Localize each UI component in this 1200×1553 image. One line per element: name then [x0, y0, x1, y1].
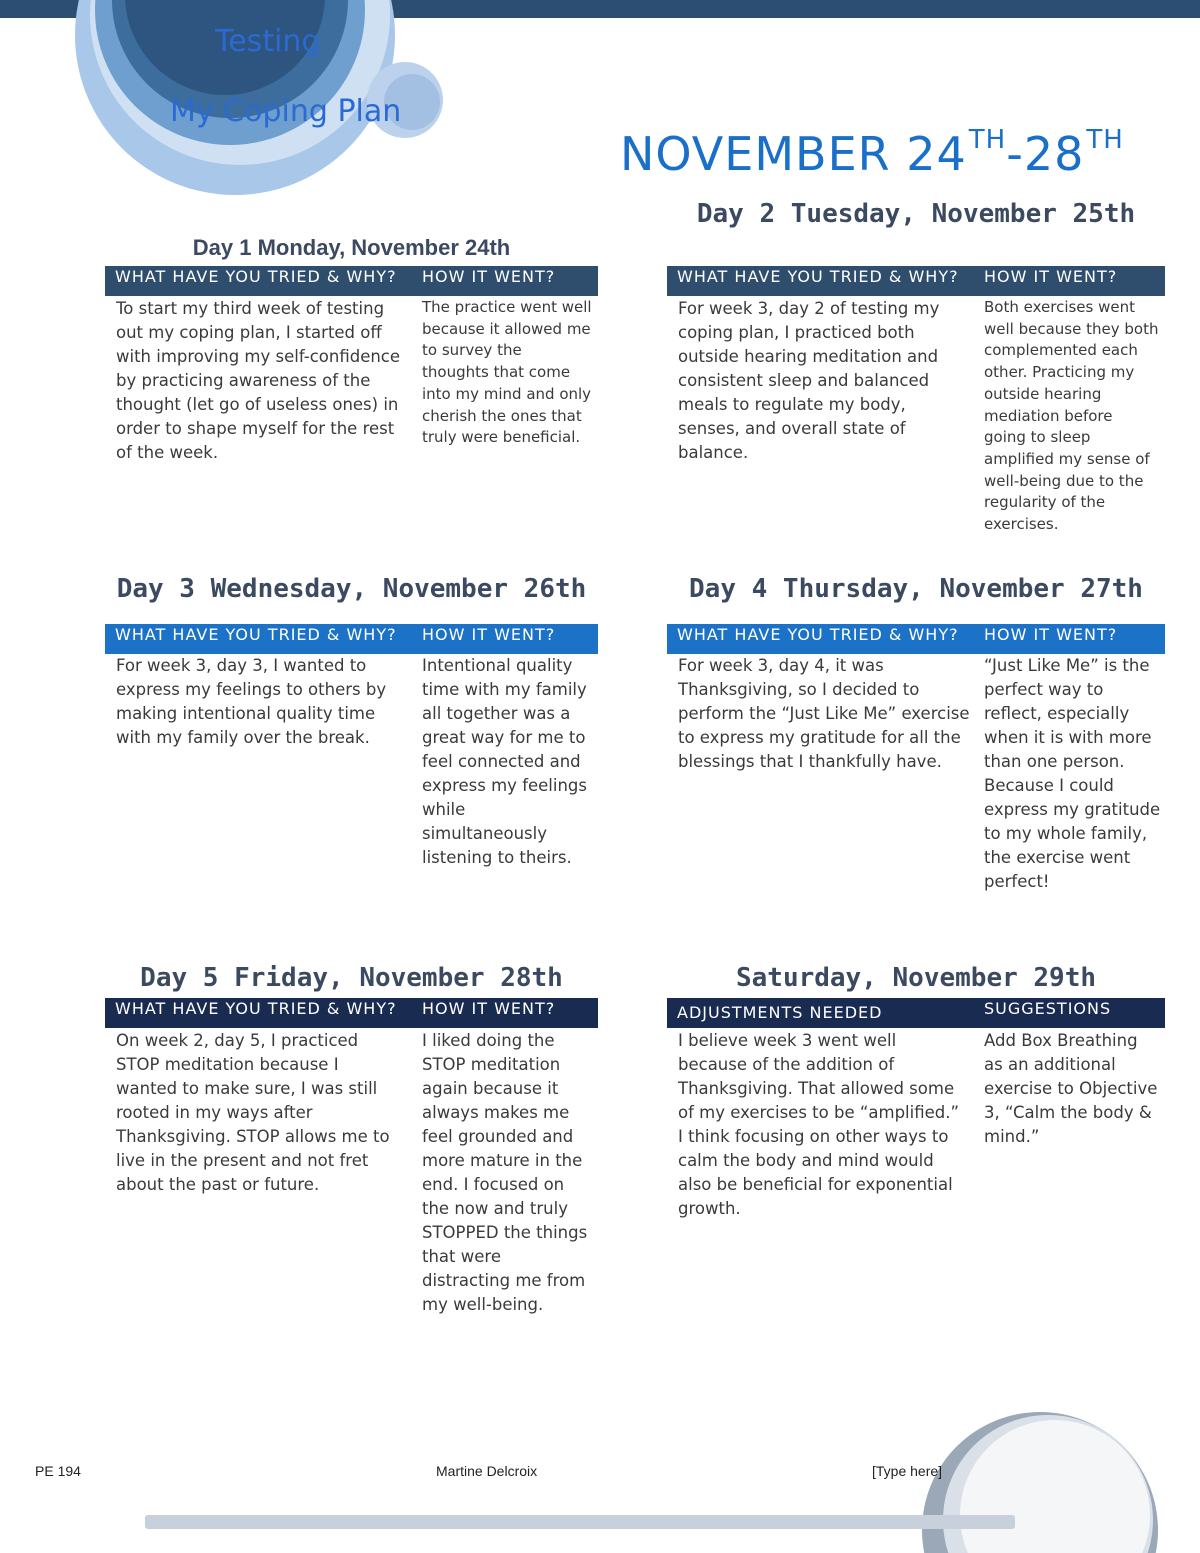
day3-went-text: Intentional quality time with my family all together was a great way for me to feel connected and express my feelings while simultaneously listening to theirs.: [422, 656, 587, 867]
day3-label-tried: WHAT HAVE YOU TRIED & WHY?: [115, 625, 397, 644]
day5-tried-text: On week 2, day 5, I practiced STOP meditation because I wanted to make sure, I was still rooted in my ways after Thanksgiving. STOP allows me to live in the present and not fret about the past or future.: [116, 1031, 390, 1194]
day5-title: Day 5 Friday, November 28th: [140, 963, 563, 993]
day2-went-text: Both exercises went well because they both complemented each other. Practicing my outside hearing mediation before going to sleep amplified my sense of well-being due to the regularity of the exercises.: [984, 298, 1159, 534]
day4-label-tried: WHAT HAVE YOU TRIED & WHY?: [677, 625, 959, 644]
day2-tried-text: For week 3, day 2 of testing my coping plan, I practiced both outside hearing meditation and consistent sleep and balanced meals to regulate my body, senses, and overall state of balance.: [678, 299, 940, 462]
saturday-label-adjustments: ADJUSTMENTS NEEDED: [677, 1003, 883, 1022]
day4-tried-text: For week 3, day 4, it was Thanksgiving, so I decided to perform the “Just Like Me” exercise to express my gratitude for all the blessings that I thankfully have.: [678, 656, 970, 771]
day5-header-band: [105, 998, 598, 1028]
day2-title: Day 2 Tuesday, November 25th: [696, 199, 1136, 229]
footer-course: PE 194: [35, 1463, 81, 1479]
day5-label-went: HOW IT WENT?: [422, 999, 556, 1018]
day5-label-tried: WHAT HAVE YOU TRIED & WHY?: [115, 999, 397, 1018]
day1-label-tried: WHAT HAVE YOU TRIED & WHY?: [115, 267, 397, 286]
day4-went-text: “Just Like Me” is the perfect way to reflect, especially when it is with more than one person. Because I could express my gratitude to my whole family, the exercise went perfect!: [984, 656, 1161, 891]
date-range-title: NOVEMBER 24TH-28TH: [620, 125, 1124, 181]
day2-label-tried: WHAT HAVE YOU TRIED & WHY?: [677, 267, 959, 286]
saturday-label-suggestions: SUGGESTIONS: [984, 999, 1112, 1018]
day4-header-band: [667, 624, 1165, 654]
day3-label-went: HOW IT WENT?: [422, 625, 556, 644]
footer-author: Martine Delcroix: [436, 1463, 538, 1479]
day5-went-text: I liked doing the STOP meditation again because it always makes me feel grounded and more mature in the end. I focused on the now and truly STOPPED the things that were distracting me from my well-being.: [422, 1031, 588, 1314]
saturday-header-band: [667, 998, 1165, 1028]
day2-label-went: HOW IT WENT?: [984, 267, 1118, 286]
day3-tried-text: For week 3, day 3, I wanted to express my feelings to others by making intentional quality time with my family over the break.: [116, 656, 387, 747]
day4-label-went: HOW IT WENT?: [984, 625, 1118, 644]
day3-header-band: [105, 624, 598, 654]
day4-title: Day 4 Thursday, November 27th: [689, 574, 1143, 604]
saturday-title: Saturday, November 29th: [735, 963, 1097, 993]
header-plan-title: My Coping Plan: [170, 94, 402, 129]
day1-label-went: HOW IT WENT?: [422, 267, 556, 286]
day1-tried-text: To start my third week of testing out my coping plan, I started off with improving my self-confidence by practicing awareness of the thought (let go of useless ones) in order to shape myself for the rest of the week.: [116, 299, 401, 462]
day1-title: Day 1 Monday, November 24th: [192, 235, 511, 260]
saturday-adjustments-text: I believe week 3 went well because of the addition of Thanksgiving. That allowed some of my exercises to be “amplified.” I think focusing on other ways to calm the body and mind would also be beneficial for exponential growth.: [678, 1031, 960, 1218]
day3-title: Day 3 Wednesday, November 26th: [116, 574, 587, 604]
footer-placeholder: [Type here]: [872, 1463, 943, 1479]
day1-header-band: [105, 266, 598, 296]
header-testing: Testing: [215, 24, 321, 59]
day2-header-band: [667, 266, 1165, 296]
saturday-suggestions-text: Add Box Breathing as an additional exercise to Objective 3, “Calm the body & mind.”: [984, 1031, 1158, 1146]
day1-went-text: The practice went well because it allowed me to survey the thoughts that come into my mind and only cherish the ones that truly were beneficial.: [422, 298, 592, 447]
footer-accent-bar: [145, 1515, 1015, 1529]
